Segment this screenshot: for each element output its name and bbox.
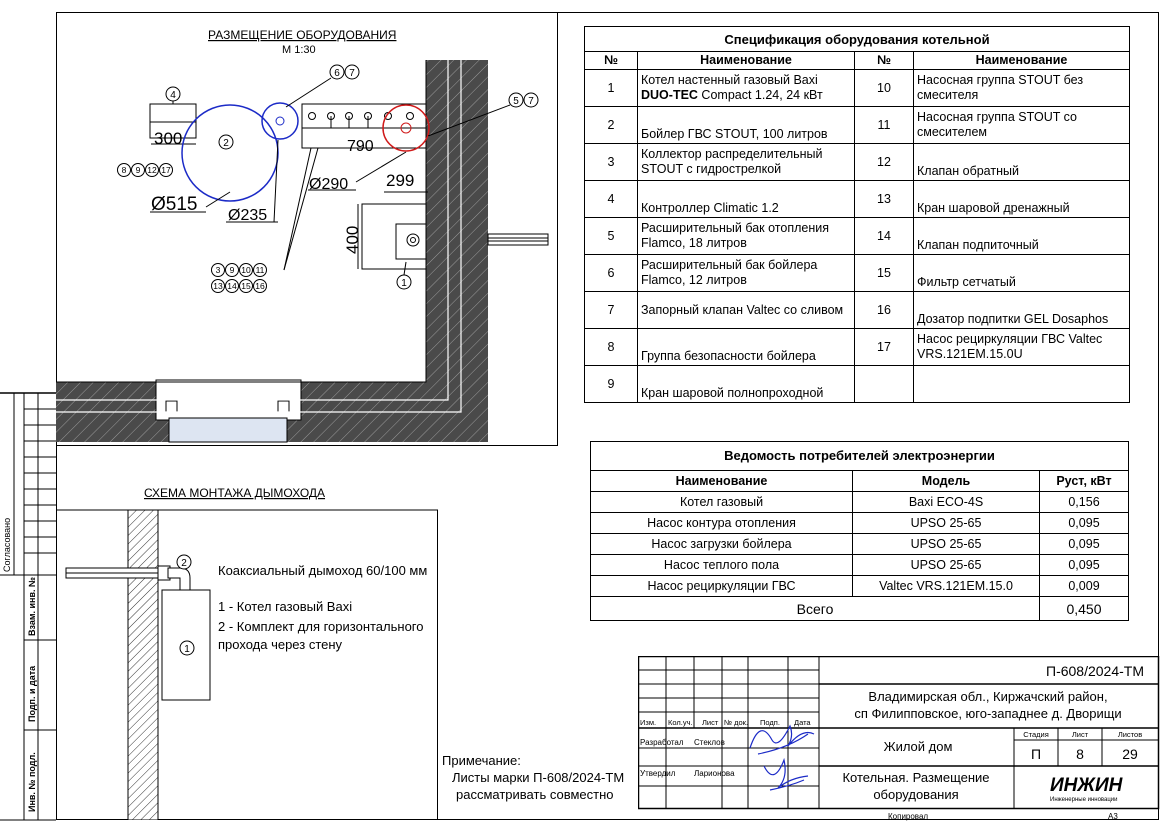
spec-row: 3 Коллектор распределительный STOUT с гидрострелкой 12 Клапан обратный bbox=[585, 144, 1130, 181]
chimney-heading: Коаксиальный дымоход 60/100 мм bbox=[218, 563, 428, 578]
callout-5: 5 bbox=[513, 96, 519, 107]
elec-header-name: Наименование bbox=[591, 471, 853, 492]
elec-title: Ведомость потребителей электроэнергии bbox=[591, 442, 1129, 471]
dim-515: Ø515 bbox=[151, 194, 198, 215]
svg-text:16: 16 bbox=[255, 281, 265, 291]
svg-text:11: 11 bbox=[255, 265, 265, 275]
stamp-role-1: Разработал bbox=[640, 738, 684, 747]
stamp-h-data: Дата bbox=[794, 718, 811, 727]
spec-title: Спецификация оборудования котельной bbox=[585, 27, 1130, 52]
elec-total-label: Всего bbox=[591, 597, 1040, 621]
stamp-h-stage: Стадия bbox=[1023, 730, 1049, 739]
side-podp: Подп. и дата bbox=[27, 665, 37, 722]
elec-row: Котел газовый Baxi ECO-4S 0,156 bbox=[591, 492, 1129, 513]
elec-row: Насос контура отопления UPSO 25-65 0,095 bbox=[591, 513, 1129, 534]
spec-table bbox=[584, 26, 1130, 403]
chimney-note-1: 1 - Котел газовый Baxi bbox=[218, 599, 353, 614]
callout-group-3-16 bbox=[212, 264, 267, 293]
stamp-copied: Копировал bbox=[888, 812, 929, 821]
stamp-title-2: оборудования bbox=[873, 787, 959, 802]
stamp-object: Жилой дом bbox=[883, 739, 953, 754]
title-block bbox=[638, 656, 1160, 822]
stamp-sheet: 8 bbox=[1076, 746, 1084, 762]
chimney-title: СХЕМА МОНТАЖА ДЫМОХОДА bbox=[144, 486, 326, 500]
stamp-logo: ИНЖИН bbox=[1050, 775, 1123, 796]
stamp-h-list: Лист bbox=[702, 718, 719, 727]
note-line-1: Листы марки П-608/2024-ТМ bbox=[452, 770, 625, 785]
stamp-h-kol: Кол.уч. bbox=[668, 718, 693, 727]
svg-text:12: 12 bbox=[147, 165, 157, 175]
side-agreed: Согласовано bbox=[2, 517, 12, 572]
dim-400: 400 bbox=[343, 225, 362, 254]
elec-header-power: Руст, кВт bbox=[1040, 471, 1129, 492]
side-stamp bbox=[0, 0, 60, 824]
svg-text:9: 9 bbox=[135, 165, 141, 175]
chimney-note-2b: прохода через стену bbox=[218, 637, 343, 652]
elec-table bbox=[590, 441, 1129, 621]
spec-row: 2 Бойлер ГВС STOUT, 100 литров 11 Насосная группа STOUT со смесителем bbox=[585, 107, 1130, 144]
spec-row: 6 Расширительный бак бойлера Flamco, 12 литров 15 Фильтр сетчатый bbox=[585, 255, 1130, 292]
chimney-note-2a: 2 - Комплект для горизонтального bbox=[218, 619, 424, 634]
callout-4: 4 bbox=[170, 90, 176, 101]
callout-2: 2 bbox=[223, 138, 229, 149]
spec-row: 7 Запорный клапан Valtec со сливом 16 Дозатор подпитки GEL Dosaphos bbox=[585, 292, 1130, 329]
stamp-h-ndok: № док. bbox=[724, 718, 749, 727]
dim-290: Ø290 bbox=[309, 176, 349, 193]
spec-row: 1 Котел настенный газовый Baxi DUO-TEC Compact 1.24, 24 кВт 10 Насосная группа STOUT без смесителя bbox=[585, 70, 1130, 107]
stamp-person-1: Стеклов bbox=[694, 738, 725, 747]
stamp-h-podp: Подп. bbox=[760, 718, 780, 727]
spec-table-wrapper bbox=[584, 26, 1130, 403]
stamp-format: А3 bbox=[1108, 812, 1118, 821]
stamp-title-1: Котельная. Размещение bbox=[842, 770, 990, 785]
dim-790: 790 bbox=[347, 138, 374, 155]
note-line-2: рассматривать совместно bbox=[456, 787, 614, 802]
elec-total-value: 0,450 bbox=[1040, 597, 1129, 621]
spec-header-n: № bbox=[585, 52, 638, 70]
elec-row: Насос теплого пола UPSO 25-65 0,095 bbox=[591, 555, 1129, 576]
dim-299: 299 bbox=[386, 171, 415, 190]
stamp-stage: П bbox=[1030, 746, 1042, 762]
stamp-role-2: Утвердил bbox=[640, 769, 676, 778]
stamp-code: П-608/2024-ТМ bbox=[1046, 663, 1144, 679]
stamp-person-2: Ларионова bbox=[694, 769, 735, 778]
stamp-h-sheet: Лист bbox=[1071, 730, 1089, 739]
svg-text:15: 15 bbox=[241, 281, 251, 291]
elec-row: Насос рециркуляции ГВС Valtec VRS.121EM.15.0 0,009 bbox=[591, 576, 1129, 597]
callout-7: 7 bbox=[349, 68, 355, 79]
dim-300: 300 bbox=[154, 129, 183, 148]
spec-header-name: Наименование bbox=[638, 52, 855, 70]
stamp-h-izm: Изм. bbox=[640, 718, 657, 727]
stamp-address-2: сп Филипповское, юго-западнее д. Дворищи bbox=[854, 706, 1122, 721]
elec-header-model: Модель bbox=[853, 471, 1040, 492]
chimney-callout-2: 2 bbox=[181, 558, 187, 569]
svg-text:13: 13 bbox=[213, 281, 223, 291]
chimney-scheme bbox=[56, 480, 441, 820]
callout-1: 1 bbox=[401, 278, 407, 289]
spec-row: 9 Кран шаровой полнопроходной bbox=[585, 366, 1130, 403]
side-inv: Инв. № подл. bbox=[27, 752, 37, 812]
callout-group-8-9-12-17 bbox=[118, 164, 173, 177]
signature-1 bbox=[750, 726, 814, 754]
dim-235: Ø235 bbox=[228, 207, 268, 224]
callout-6: 6 bbox=[334, 68, 340, 79]
side-vzam: Взам. инв. № bbox=[27, 576, 37, 636]
svg-text:9: 9 bbox=[229, 265, 235, 275]
spec-row: 4 Контроллер Climatic 1.2 13 Кран шаровой дренажный bbox=[585, 181, 1130, 218]
spec-header-name2: Наименование bbox=[914, 52, 1130, 70]
note-block bbox=[442, 752, 624, 803]
plan-scale: М 1:30 bbox=[282, 44, 316, 56]
callout-7b: 7 bbox=[528, 96, 534, 107]
elec-total-row bbox=[591, 597, 1129, 621]
spec-row: 8 Группа безопасности бойлера 17 Насос рециркуляции ГВС Valtec VRS.121EM.15.0U bbox=[585, 329, 1130, 366]
chimney-callout-1: 1 bbox=[184, 644, 190, 655]
elec-table-wrapper bbox=[590, 441, 1129, 621]
floor-plan bbox=[56, 12, 566, 452]
svg-text:17: 17 bbox=[161, 165, 171, 175]
note-title: Примечание: bbox=[442, 753, 521, 768]
stamp-address-1: Владимирская обл., Киржачский район, bbox=[868, 689, 1108, 704]
stamp-h-sheets: Листов bbox=[1117, 730, 1143, 739]
elec-row: Насос загрузки бойлера UPSO 25-65 0,095 bbox=[591, 534, 1129, 555]
plan-title: РАЗМЕЩЕНИЕ ОБОРУДОВАНИЯ bbox=[208, 28, 397, 42]
svg-text:3: 3 bbox=[215, 265, 221, 275]
svg-text:8: 8 bbox=[121, 165, 127, 175]
stamp-logo-sub: Инженерные инновации bbox=[1050, 797, 1118, 803]
svg-text:14: 14 bbox=[227, 281, 237, 291]
svg-text:10: 10 bbox=[241, 265, 251, 275]
stamp-sheets: 29 bbox=[1122, 746, 1138, 762]
spec-row: 5 Расширительный бак отопления Flamco, 18 литров 14 Клапан подпиточный bbox=[585, 218, 1130, 255]
spec-header-n2: № bbox=[855, 52, 914, 70]
